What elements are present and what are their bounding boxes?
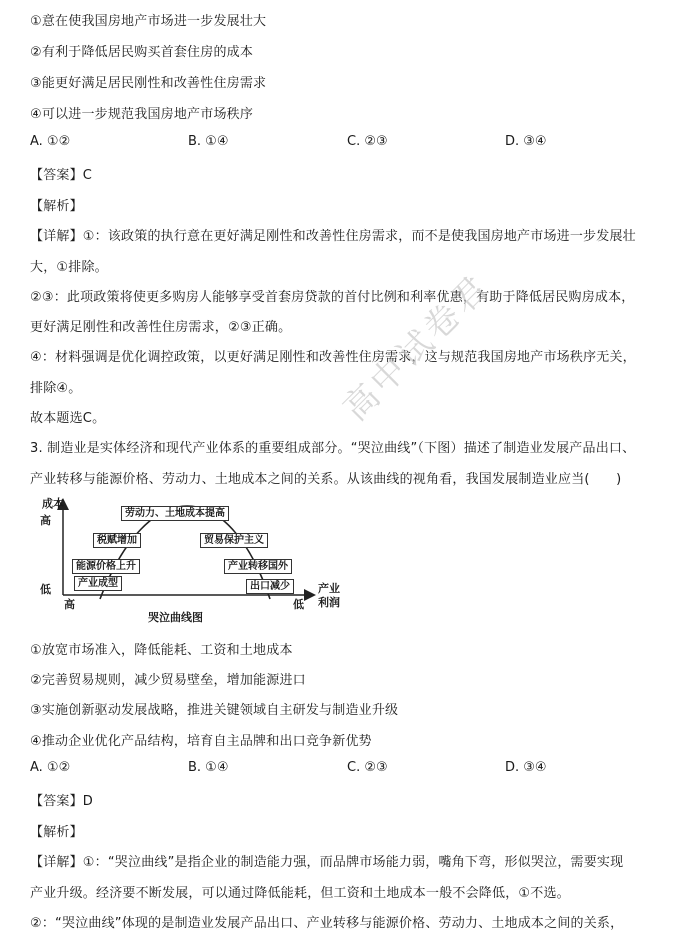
q2-detail-1a: 【详解】①：该政策的执行意在更好满足刚性和改善性住房需求，而不是使我国房地产市场进一步发展壮 xyxy=(30,229,636,244)
q2-option-b: B. ①④ xyxy=(188,134,229,149)
y-high-label: 高 xyxy=(40,514,51,527)
watermark: 高中试卷君 xyxy=(335,266,499,429)
x-axis-label-1: 产业 xyxy=(318,582,340,595)
x-axis-label-2: 利润 xyxy=(318,596,340,609)
q2-detail-2a: ②③：此项政策将使更多购房人能够享受首套房贷款的首付比例和利率优惠，有助于降低居民购房成本， xyxy=(30,290,635,305)
q3-stem-1: 3. 制造业是实体经济和现代产业体系的重要组成部分。“哭泣曲线”（下图）描述了制造业发展产品出口、 xyxy=(30,441,636,456)
q3-item-2: ②完善贸易规则，减少贸易壁垒，增加能源进口 xyxy=(30,673,306,688)
q3-item-1: ①放宽市场准入，降低能耗、工资和土地成本 xyxy=(30,643,293,658)
q3-option-d: D. ③④ xyxy=(505,760,547,775)
x-low-label: 低 xyxy=(293,598,304,611)
q3-option-a: A. ①② xyxy=(30,760,71,775)
figure-caption: 哭泣曲线图 xyxy=(148,611,203,624)
y-axis-label: 成本 xyxy=(42,497,64,510)
box-export-decrease: 出口减少 xyxy=(246,579,294,594)
box-labor-land-cost: 劳动力、土地成本提高 xyxy=(121,506,229,521)
y-low-label: 低 xyxy=(40,583,51,596)
q2-option-c: C. ②③ xyxy=(347,134,388,149)
q3-option-b: B. ①④ xyxy=(188,760,229,775)
q2-answer: 【答案】C xyxy=(30,168,93,183)
box-industry-transfer: 产业转移国外 xyxy=(224,559,292,574)
q2-detail-1b: 大，①排除。 xyxy=(30,260,108,275)
q2-detail-3b: 排除④。 xyxy=(30,381,82,396)
q3-answer: 【答案】D xyxy=(30,794,94,809)
q2-conclusion: 故本题选C。 xyxy=(30,411,106,426)
box-trade-protectionism: 贸易保护主义 xyxy=(200,533,268,548)
q2-option-a: A. ①② xyxy=(30,134,71,149)
q3-item-4: ④推动企业优化产品结构，培育自主品牌和出口竞争新优势 xyxy=(30,734,372,749)
q2-detail-2b: 更好满足刚性和改善性住房需求，②③正确。 xyxy=(30,320,292,335)
q3-analysis-heading: 【解析】 xyxy=(30,825,83,840)
q3-detail-2a: ②：“哭泣曲线”体现的是制造业发展产品出口、产业转移与能源价格、劳动力、土地成本之间的关系， xyxy=(30,916,624,931)
x-high-label: 高 xyxy=(64,598,75,611)
statement-1: ①意在使我国房地产市场进一步发展壮大 xyxy=(30,14,267,29)
q3-stem-2: 产业转移与能源价格、劳动力、土地成本之间的关系。从该曲线的视角看，我国发展制造业应当( ) xyxy=(30,472,622,487)
box-energy-price: 能源价格上升 xyxy=(72,559,140,574)
q2-option-d: D. ③④ xyxy=(505,134,547,149)
box-tax-increase: 税赋增加 xyxy=(93,533,141,548)
q3-detail-1a: 【详解】①：“哭泣曲线”是指企业的制造能力强，而品牌市场能力弱，嘴角下弯，形似哭泣，需要实现 xyxy=(30,855,624,870)
q3-option-c: C. ②③ xyxy=(347,760,388,775)
box-industry-formed: 产业成型 xyxy=(74,576,122,591)
q2-detail-3a: ④：材料强调是优化调控政策，以更好满足刚性和改善性住房需求，这与规范我国房地产市场秩序无关， xyxy=(30,350,636,365)
q3-item-3: ③实施创新驱动发展战略，推进关键领域自主研发与制造业升级 xyxy=(30,703,399,718)
crying-curve-figure xyxy=(38,495,358,625)
q3-detail-1b: 产业升级。经济要不断发展，可以通过降低能耗，但工资和土地成本一般不会降低，①不选。 xyxy=(30,886,570,901)
statement-4: ④可以进一步规范我国房地产市场秩序 xyxy=(30,107,254,122)
statement-3: ③能更好满足居民刚性和改善性住房需求 xyxy=(30,76,267,91)
q2-analysis-heading: 【解析】 xyxy=(30,199,83,214)
statement-2: ②有利于降低居民购买首套住房的成本 xyxy=(30,45,254,60)
